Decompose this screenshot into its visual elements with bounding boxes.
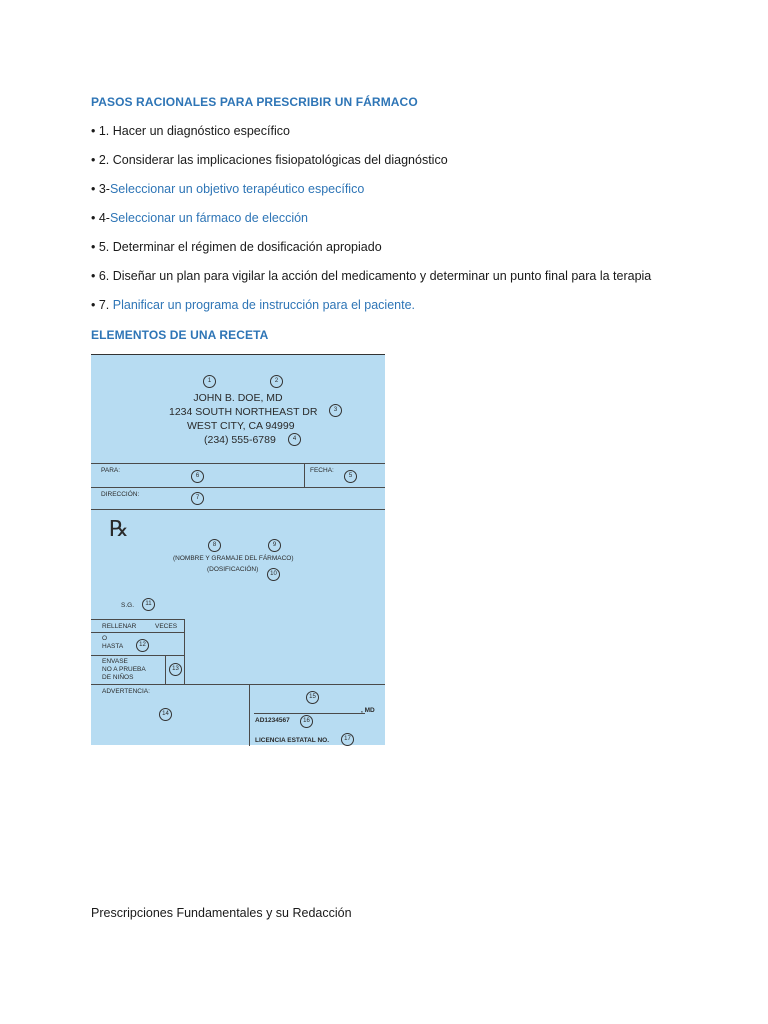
marker-14: 14 bbox=[159, 708, 172, 721]
marker-5: 5 bbox=[344, 470, 357, 483]
marker-10: 10 bbox=[267, 568, 280, 581]
step-3: • 3-Seleccionar un objetivo terapéutico específico bbox=[91, 182, 365, 196]
refill-label: RELLENAR bbox=[102, 623, 137, 630]
marker-2: 2 bbox=[270, 375, 283, 388]
phone-number: (234) 555-6789 bbox=[204, 434, 276, 446]
marker-17: 17 bbox=[341, 733, 354, 746]
para-label: PARA: bbox=[101, 467, 121, 474]
address-line-1: 1234 SOUTH NORTHEAST DR bbox=[169, 406, 318, 418]
address-line-2: WEST CITY, CA 94999 bbox=[187, 420, 295, 432]
step-4: • 4-Seleccionar un fármaco de elección bbox=[91, 211, 308, 225]
until-label: HASTA bbox=[102, 643, 124, 650]
direccion-label: DIRECCIÓN: bbox=[101, 491, 140, 498]
marker-9: 9 bbox=[268, 539, 281, 552]
times-label: VECES bbox=[155, 623, 178, 630]
warning-label: ADVERTENCIA: bbox=[102, 688, 150, 695]
footer-text: Prescripciones Fundamentales y su Redacción bbox=[91, 906, 352, 920]
marker-13: 13 bbox=[169, 663, 182, 676]
license-label: LICENCIA ESTATAL NO. bbox=[255, 737, 330, 744]
step-2: • 2. Considerar las implicaciones fisiopatológicas del diagnóstico bbox=[91, 153, 448, 167]
step-7: • 7. Planificar un programa de instrucción para el paciente. bbox=[91, 298, 416, 312]
container-label-1: ENVASE bbox=[102, 658, 128, 665]
prescription-form-image bbox=[91, 354, 385, 745]
container-label-3: DE NIÑOS bbox=[102, 674, 134, 681]
doctor-name: JOHN B. DOE, MD bbox=[193, 392, 283, 404]
or-label: O bbox=[102, 635, 108, 642]
step-1: • 1. Hacer un diagnóstico específico bbox=[91, 124, 290, 138]
container-label-2: NO A PRUEBA bbox=[102, 666, 146, 673]
rx-symbol: ℞ bbox=[109, 517, 129, 542]
dea-number: AD1234567 bbox=[255, 717, 290, 724]
step-5: • 5. Determinar el régimen de dosificación apropiado bbox=[91, 240, 382, 254]
dosage-label: (DOSIFICACIÓN) bbox=[207, 566, 259, 573]
marker-12: 12 bbox=[136, 639, 149, 652]
fecha-label: FECHA: bbox=[310, 467, 334, 474]
marker-6: 6 bbox=[191, 470, 204, 483]
md-label: , MD bbox=[361, 707, 375, 714]
marker-3: 3 bbox=[329, 404, 342, 417]
step-6: • 6. Diseñar un plan para vigilar la acción del medicamento y determinar un punto final para la terapia bbox=[91, 269, 652, 283]
drug-name-label: (NOMBRE Y GRAMAJE DEL FÁRMACO) bbox=[173, 555, 294, 562]
marker-1: 1 bbox=[203, 375, 216, 388]
marker-15: 15 bbox=[306, 691, 319, 704]
marker-16: 16 bbox=[300, 715, 313, 728]
section-title-steps: PASOS RACIONALES PARA PRESCRIBIR UN FÁRMACO bbox=[91, 95, 418, 109]
marker-7: 7 bbox=[191, 492, 204, 505]
section-title-elements: ELEMENTOS DE UNA RECETA bbox=[91, 328, 269, 342]
marker-11: 11 bbox=[142, 598, 155, 611]
marker-8: 8 bbox=[208, 539, 221, 552]
sig-label: S.G. bbox=[121, 602, 135, 609]
marker-4: 4 bbox=[288, 433, 301, 446]
